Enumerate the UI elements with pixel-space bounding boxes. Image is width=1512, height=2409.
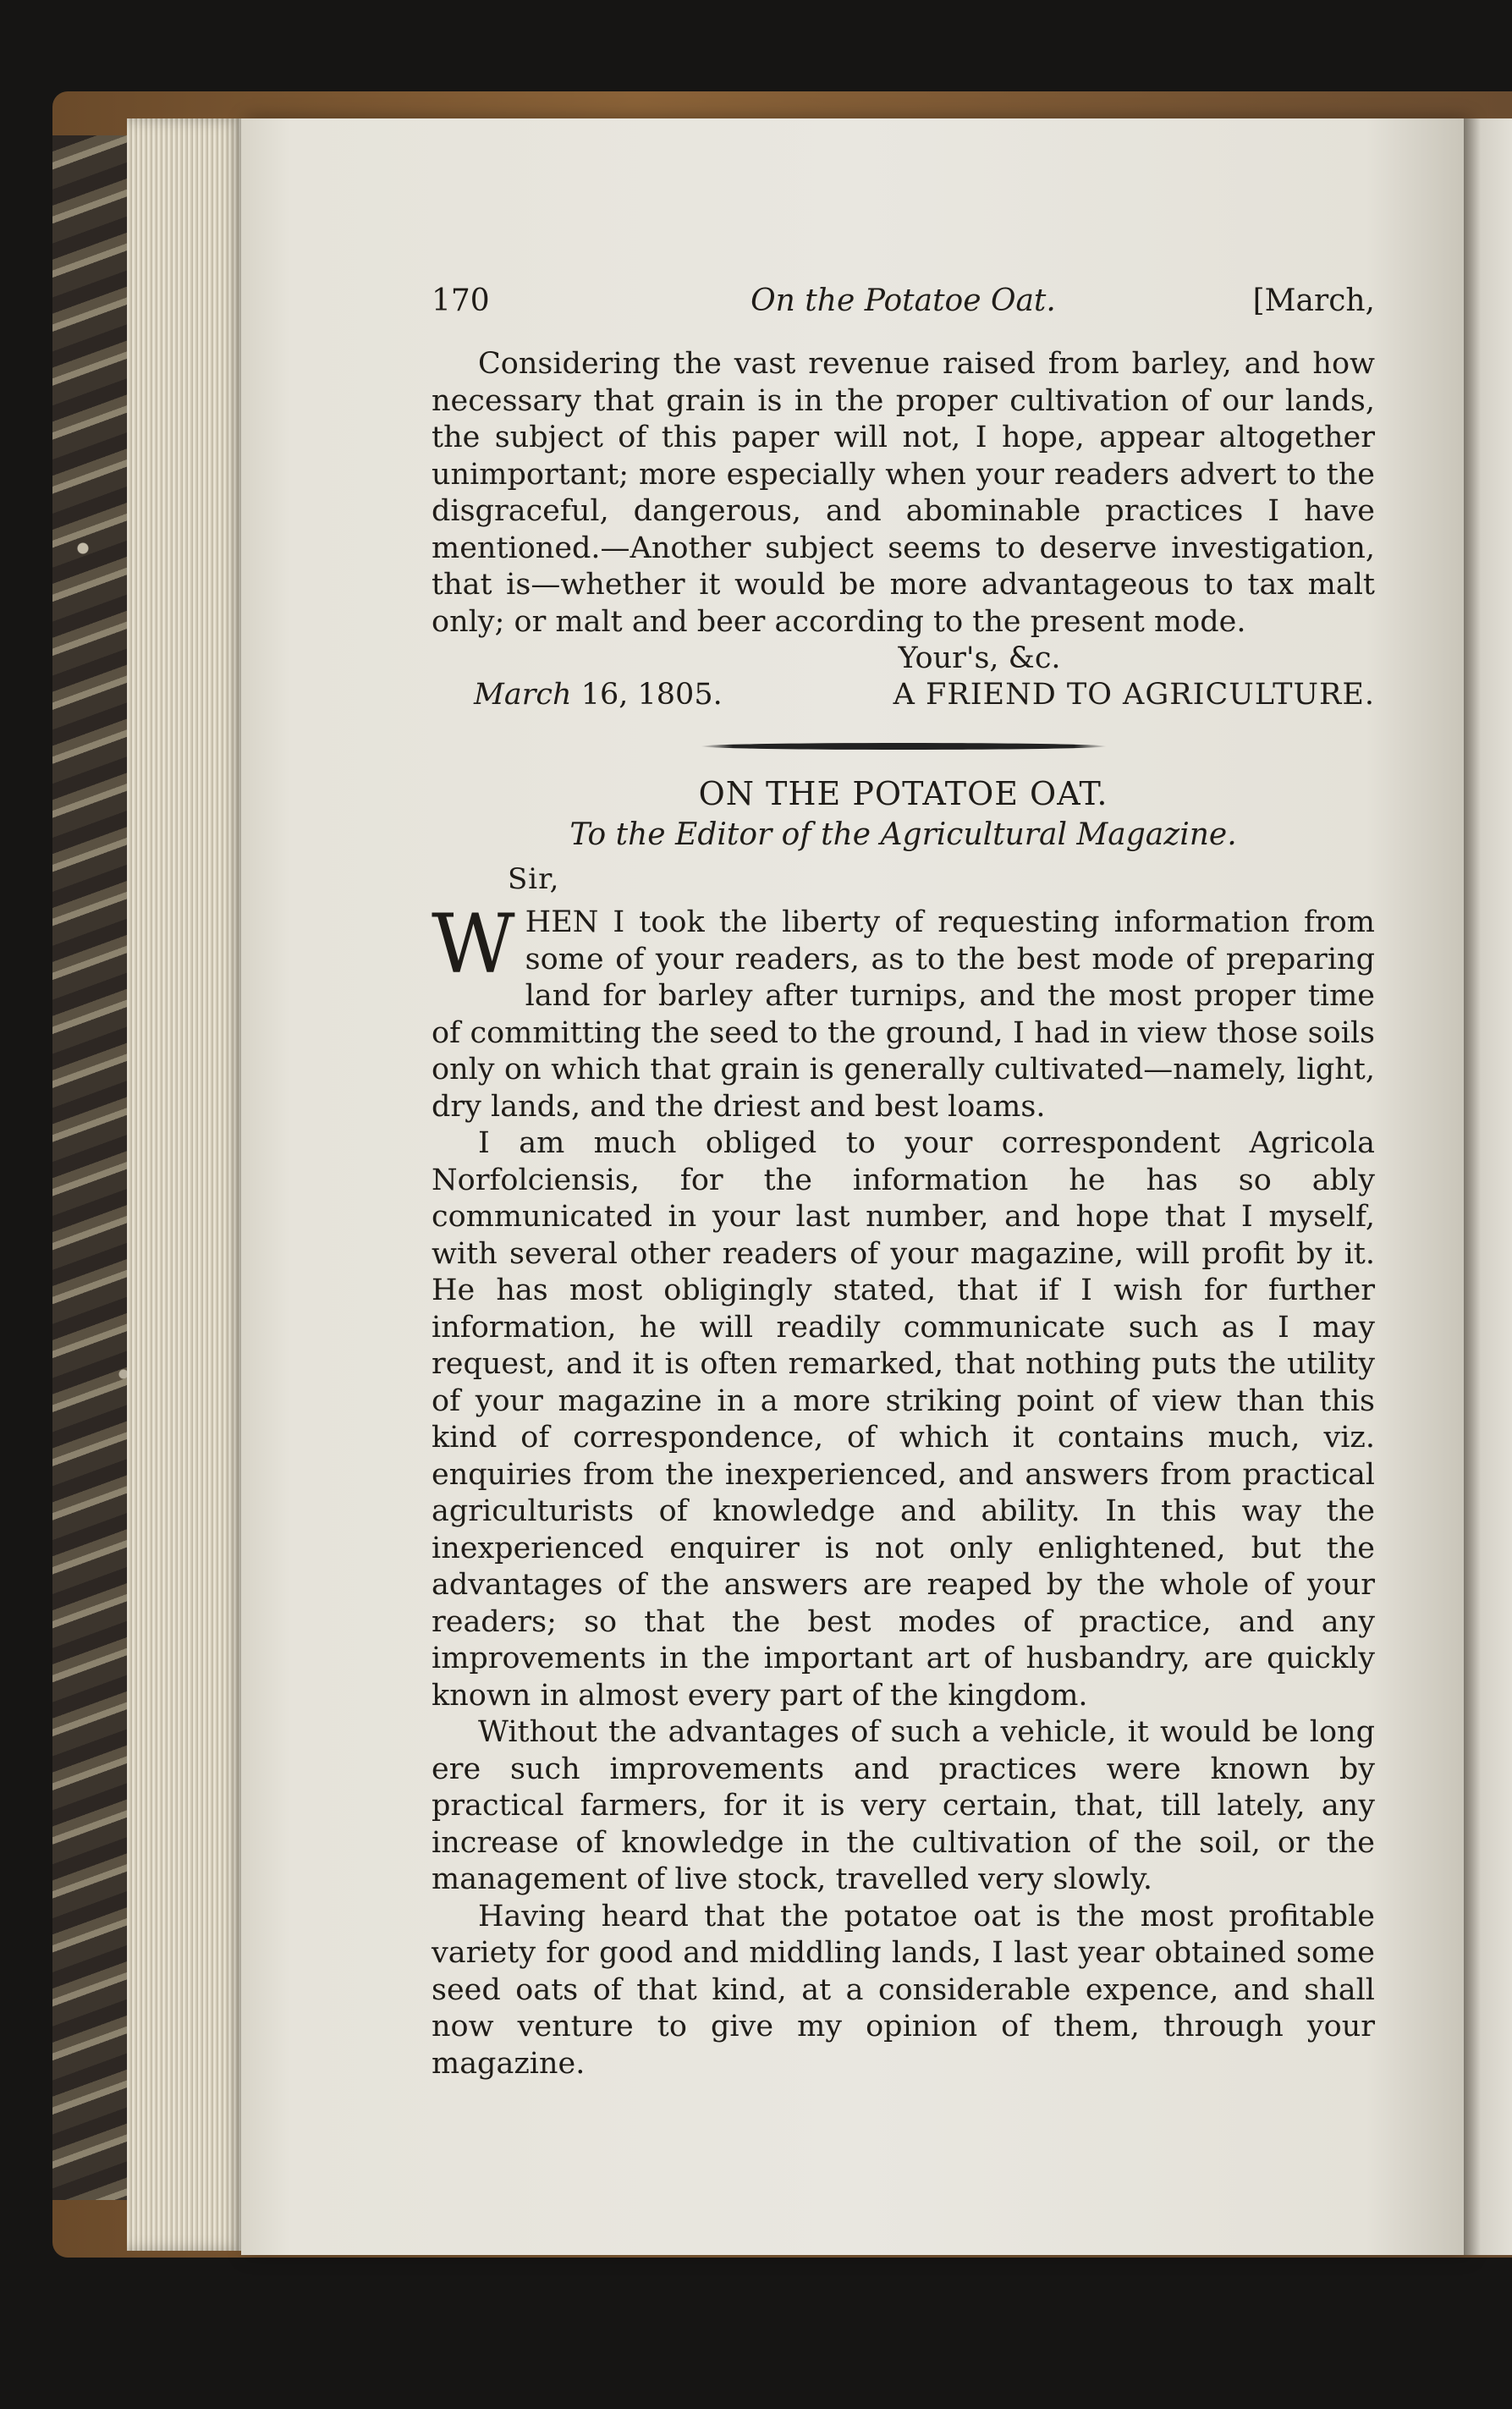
facing-page-edge	[1464, 118, 1512, 2255]
signature-line	[432, 677, 1375, 718]
article-paragraph-1	[432, 897, 1375, 1125]
date-month: March	[474, 678, 572, 712]
article-subtitle: To the Editor of the Agricultural Magazine.	[569, 817, 1237, 852]
running-header	[432, 283, 1375, 334]
page-number: 170	[432, 283, 490, 318]
previous-article-paragraph: Considering the vast revenue raised from barley, and how necessary that grain is in the proper cultivation of our lands, the subject of this paper will not, I hope, appear altogether unimportant; more especially when your readers advert to the disgraceful, dangerous, and abominable practices I have mentioned.—Another subject seems to deserve investigation, that is—whether it would be more advantageous to tax malt only; or malt and beer according to the present mode.	[432, 347, 1375, 639]
date-day-year: 16, 1805.	[580, 678, 723, 712]
article-paragraph-3: Without the advantages of such a vehicle, it would be long ere such improvements and practices were known by practical farmers, for it is very certain, that, till lately, any increase of knowledge in the cultivation of the soil, or the management of live stock, travelled very slowly.	[432, 1715, 1375, 1896]
section-divider	[701, 743, 1107, 750]
page-stack-edge	[127, 118, 245, 2251]
paragraph-1-text: HEN I took the liberty of requesting information from some of your readers, as to the best mode of preparing land for barley after turnips, and the most proper time of committing the seed to the ground, I had in view those soils only on which that grain is generally cultivated—namely, light, dry lands, and the driest and best loams.	[432, 905, 1375, 1124]
salutation: Sir,	[508, 862, 560, 896]
running-title: On the Potatoe Oat.	[751, 283, 1056, 318]
article-paragraph-2: I am much obliged to your correspondent Agricola Norfolciensis, for the information he has so ably communicated in your last number, and hope that I myself, with several other readers of your magazine, will profit by it. He has most obligingly stated, that if I wish for further information, he will readily communicate such as I may request, and it is often remarked, that nothing puts the utility of your magazine in a more striking point of view than this kind of correspondence, of which it contains much, viz. enquiries from the inexperienced, and answers from practical agriculturists of knowledge and ability. In this way the inexperienced enquirer is not only enlightened, but the advantages of the answers are reaped by the whole of your readers; so that the best modes of practice, and any improvements in the important art of husbandry, are quickly known in almost every part of the kingdom.	[432, 1126, 1375, 1713]
drop-cap: W	[432, 897, 515, 992]
page-text	[432, 283, 1375, 2082]
article-title: ON THE POTATOE OAT.	[698, 775, 1108, 812]
signature: A FRIEND TO AGRICULTURE.	[893, 678, 1375, 712]
closing-salutation: Your's, &c.	[898, 641, 1061, 675]
running-month: [March,	[1252, 283, 1375, 318]
letter-date	[474, 677, 723, 713]
article-paragraph-4: Having heard that the potatoe oat is the most profitable variety for good and middling lands, I last year obtained some seed oats of that kind, at a considerable expence, and shall now venture to give my opinion of them, through your magazine.	[432, 1899, 1375, 2081]
